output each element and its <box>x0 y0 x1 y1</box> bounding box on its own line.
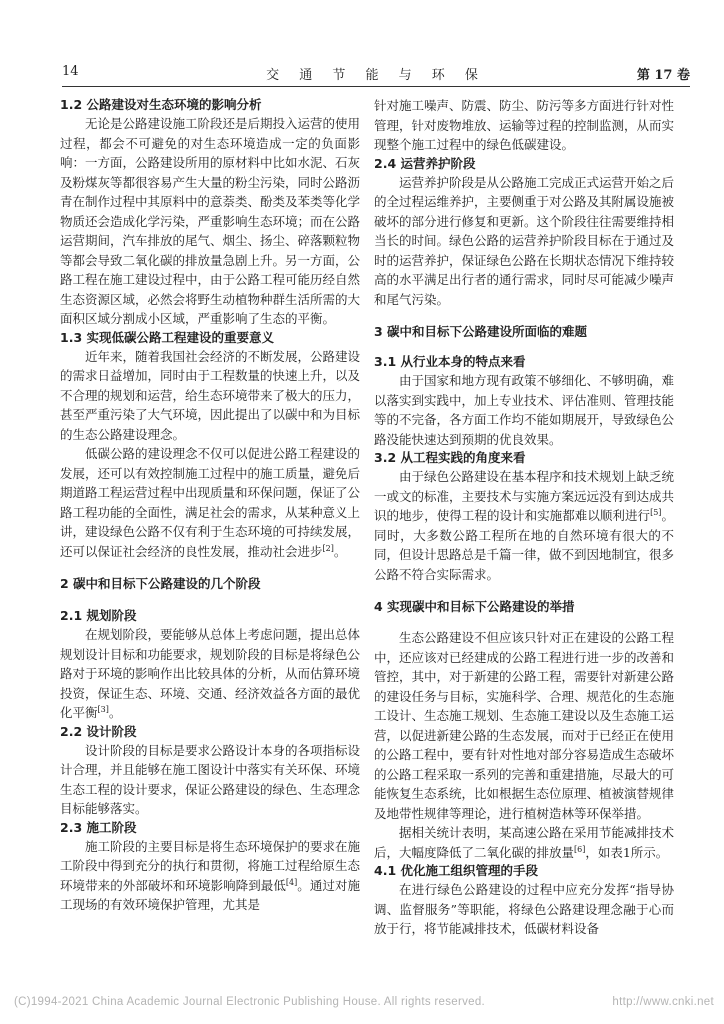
section-2-3-paragraph <box>60 837 360 915</box>
section-1-3-paragraph-1: 近年来，随着我国社会经济的不断发展，公路建设的需求日益增加，同时由于工程数量的快速上升，以及不合理的规划和运营，给生态环境带来了极大的压力，甚至严重污染了大气环境，因此提出了以碳中和为目标的生态公路建设理念。 <box>60 348 361 442</box>
paragraph-end: 。同时，大多数公路工程所在地的自然环境有很大的不同，但设计思路总是千篇一律，做不到因地制宜，很多公路不符合实际需求。 <box>374 508 675 582</box>
paragraph-text: 由于绿色公路建设在基本程序和技术规划上缺乏统一或文的标准，主要技术与实施方案远远没有到达成共识的地步，使得工程的设计和实施都难以顺利进行 <box>374 469 675 523</box>
page-footer <box>14 996 714 1008</box>
section-1-2-title: 1.2 公路建设对生态环境的影响分析 <box>60 97 262 112</box>
page-number: 14 <box>62 64 79 79</box>
volume-label: 第 17 卷 <box>636 68 690 83</box>
section-2-1-title: 2.1 规划阶段 <box>60 608 137 623</box>
section-2-4-title: 2.4 运营养护阶段 <box>374 155 476 171</box>
section-4-1-title: 4.1 优化施工组织管理的手段 <box>374 863 538 878</box>
section-2-2-title: 2.2 设计阶段 <box>60 723 137 739</box>
page-header <box>62 64 690 86</box>
section-1-3-paragraph-2 <box>60 444 360 561</box>
section-3-title: 3 碳中和目标下公路建设所面临的难题 <box>374 324 588 339</box>
paragraph-text: 施工阶段的主要目标是将生态环境保护的要求在施工阶段中得到充分的执行和贯彻，将施工过程给原生态环境带来的外部破坏和环境影响降到最低 <box>60 838 361 893</box>
section-2-1-paragraph <box>60 625 360 723</box>
citation-ref: [5] <box>650 507 662 517</box>
paragraph-text: 低碳公路的建设理念不仅可以促进公路工程建设的发展，还可以有效控制施工过程中的施工质量，避免后期道路工程运营过程中出现质量和环保问题，保证了公路工程功能的全面性，满足社会的需求，从某种意义上讲，建设绿色公路不仅有利于生态环境的可持续发展，还可以保证社会经济的良性发展，推动社会进步 <box>60 446 361 559</box>
section-2-3-title: 2.3 施工阶段 <box>60 819 137 835</box>
section-2-2-paragraph: 设计阶段的目标是要求公路设计本身的各项指标设计合理，并且能够在施工图设计中落实有关环保、环境生态工程的设计要求，保证公路建设的绿色、生态理念目标能够落实。 <box>60 742 361 816</box>
section-3-1-title: 3.1 从行业本身的特点来看 <box>374 354 526 369</box>
paragraph-end: ，如表1所示。 <box>585 844 669 860</box>
paragraph-text: 在规划阶段，要能够从总体上考虑问题，提出总体规划设计目标和功能要求，规划阶段的目标是将绿色公路对于环境的影响作出比较具体的分析，从而估算环境投资，保证生态、环境、交通、经济效益各方面的最优化平衡 <box>60 627 361 720</box>
section-3-2-paragraph <box>374 467 674 584</box>
journal-title: 交 通 节 能 与 环 保 <box>266 68 486 83</box>
section-4-title: 4 实现碳中和目标下公路建设的举措 <box>374 599 575 614</box>
paragraph-end: 。 <box>108 705 122 720</box>
citation-ref: [4] <box>285 877 298 887</box>
continued-paragraph: 针对施工噪声、防震、防尘、防污等多方面进行针对性管理，针对废物堆放、运输等过程的控制监测，从而实现整个施工过程中的绿色低碳建设。 <box>374 98 675 152</box>
header-rule <box>62 86 690 87</box>
paragraph-end: 。通过对施工现场的有效环境保护管理，尤其是 <box>60 877 360 912</box>
section-1-3-title: 1.3 实现低碳公路工程建设的重要意义 <box>60 329 274 345</box>
section-3-1-paragraph: 由于国家和地方现有政策不够细化、不够明确，难以落实到实践中，加上专业技术、评估准则、管理技能等的不完备，各方面工作均不能如期展开，导致绿色公路没能快速达到预期的优良效果。 <box>374 373 675 447</box>
section-4-paragraph-2 <box>374 823 674 862</box>
section-1-2-paragraph: 无论是公路建设施工阶段还是后期投入运营的使用过程，都会不可避免的对生态环境造成一定的负面影响：一方面，公路建设所用的原材料中比如水泥、石灰及粉煤灰等都很容易产生大量的粉尘污染，同时公路沥青在制作过程中其原料中的意萘类、酚类及苯类等化学物质还会造成化学污染，严重影响生态环境；而在公路运营期间，汽车排放的尾气、烟尘、扬尘、碎落颗粒物等都会导致二氧化碳的排放量急剧上升。另一方面，公路工程在施工建设过程中，由于公路工程可能历经自然生态资源区域，必然会将野生动植物种群生活所需的大面积区域分割成小区域，严重影响了生态的平衡。 <box>60 116 361 326</box>
citation-ref: [2] <box>322 543 334 553</box>
section-2-title: 2 碳中和目标下公路建设的几个阶段 <box>60 576 261 591</box>
footer-url: http://www.cnki.net <box>612 996 714 1008</box>
section-3-2-title: 3.2 从工程实践的角度来看 <box>374 450 526 465</box>
citation-ref: [3] <box>97 704 109 714</box>
section-4-paragraph-1: 生态公路建设不但应该只针对正在建设的公路工程中，还应该对已经建成的公路工程进行进一步的改善和管控，其中，对于新建的公路工程，需要针对新建公路的建设任务与目标，实施科学、合理、规范化的生态施工设计、生态施工规划、生态施工建设以及生态施工运营，以促进新建公路的生态发展，而对于已经正在使用的公路工程中，要有针对性地对部分容易造成生态破坏的公路工程采取一系列的完善和重建措施，尽最大的可能恢复生态系统，比如根据生态位原理、植被演替规律及地带性规律等理论，进行植树造林等环保举措。 <box>374 630 675 821</box>
paragraph-end: 。 <box>333 543 347 559</box>
citation-ref: [6] <box>574 844 586 854</box>
right-column <box>374 96 674 939</box>
copyright-notice: (C)1994-2021 China Academic Journal Electronic Publishing House. All rights reserved. <box>14 996 486 1008</box>
paragraph-text: 据相关统计表明，某高速公路在采用节能减排技术后，大幅度降低了二氧化碳的排放量 <box>374 825 675 860</box>
section-2-4-paragraph: 运营养护阶段是从公路施工完成正式运营开始之后的全过程运维养护，主要侧重于对公路及其附属设施被破坏的部分进行修复和更新。这个阶段往往需要维持相当长的时间。绿色公路的运营养护阶段目标在于通过及时的运营养护，保证绿色公路在长期状态情况下维持较高的水平满足出行者的通行需求，同时尽可能减少噪声和尾气污染。 <box>374 174 675 307</box>
left-column <box>60 96 360 915</box>
section-4-1-paragraph: 在进行绿色公路建设的过程中应充分发挥“指导协调、监督服务”等职能，将绿色公路建设理念融于心而放于行，将节能减排技术，低碳材料设备 <box>374 882 674 936</box>
